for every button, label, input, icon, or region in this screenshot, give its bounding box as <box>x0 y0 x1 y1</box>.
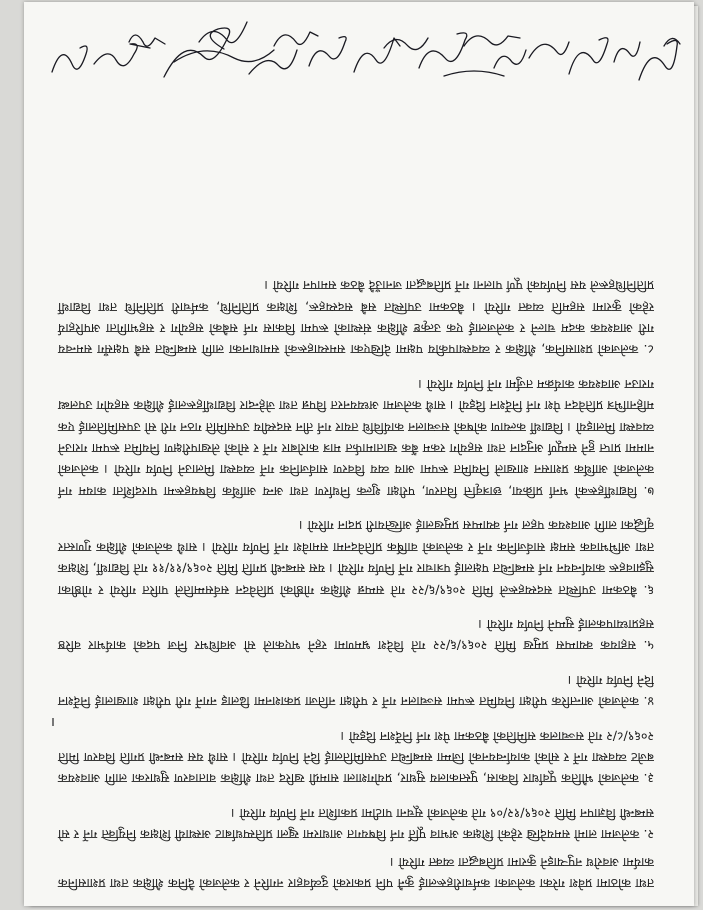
paragraph-2: २. कलेजमा लामो समयदेखि रहेको शिक्षक अभाव पूर्ति गर्न विषयगत आधारमा खुला प्रतिस्पर्धाबाट अस्थायी शिक्षक नियुक्ति गर्ने र सो सम्बन्धी विज्ञापन मिति २०६९/१२/०९ गते कलेजको सूचना पाटीमा प्रकाशित गर्ने निर्णय गरियो । <box>58 805 654 843</box>
paragraph-5: ५. सहायक क्याम्पस प्रमुख मिति २०६९/६/२२ गते विदेश भ्रमणमा रहने भएकाले सो अवधिभर निज पदको कार्यभार वरिष्ठ सहप्राध्यापकलाई सुम्पने निर्णय गरियो । <box>58 616 654 654</box>
signature-2 <box>94 44 150 66</box>
paragraph-6: ६. बैठकमा उपस्थित सदस्यहरूले मिति २०६९/६/२२ गते सम्पन्न शैक्षिक गोष्ठीको प्रतिवेदन सर्वसम्मतिले पारित गरियो र गोष्ठीका सुझावहरू कार्यान्वयन गर्न सम्बन्धित पक्षलाई पत्राचार गर्ने निर्णय गरियो । यस सम्बन्धी प्रगति मिति २०६९/११/११ गते विद्यार्थी, शिक्षक तथा अभिभावक समक्ष सार्वजनिक गर्ने र कलेजको वार्षिक प्रतिवेदनमा समावेश गर्ने निर्णय गरियो । साथै कलेजको शैक्षिक गुणस्तर वृद्धिका लागि आवश्यक पहल गर्न क्याम्पस प्रमुखलाई अख्तियारी प्रदान गरियो । <box>58 518 654 598</box>
signature-11 <box>419 33 467 68</box>
signature-5 <box>199 22 247 43</box>
signature-7 <box>274 32 318 46</box>
paragraph-3: ३. कलेजको भौतिक पूर्वाधार विकास, पुस्तकालय सुधार, प्रयोगशाला सामग्री खरिद तथा शैक्षिक वातावरण सुधारका लागि आवश्यक बजेट व्यवस्था गर्ने र सोको कार्यान्वयनको जिम्मा सम्बन्धित उपसमितिलाई दिने निर्णय गरियो । साथै यस सम्बन्धी प्रगति विवरण मिति २०६९/८/२ गते सञ्चालक समितिको बैठकमा पेश गर्न निर्देशन दिइयो । <box>58 728 654 787</box>
document-page <box>24 2 694 906</box>
document-body <box>58 262 654 894</box>
signature-row <box>24 2 694 92</box>
signature-15 <box>569 38 608 74</box>
signature-16 <box>614 42 640 62</box>
upside-down-content <box>24 2 694 906</box>
signature-1 <box>52 46 87 72</box>
signature-14 <box>529 42 569 58</box>
signature-6 <box>249 50 297 74</box>
signature-flourish-1 <box>174 50 274 62</box>
signatures-drawing <box>24 2 694 97</box>
signature-17 <box>639 40 677 80</box>
signature-13 <box>494 50 526 68</box>
signature-flourish-2 <box>444 71 504 76</box>
paragraph-7: ७. विद्यार्थीहरूको भर्ना प्रक्रिया, छात्रवृत्ति वितरण, परीक्षा शुल्क निर्धारण तथा अन्य आर्थिक विषयहरूमा पारदर्शिता कायम गर्न कलेजको आर्थिक प्रशासन शाखाले नियमित रूपमा आय व्यय विवरण सार्वजनिक गर्ने व्यवस्था मिलाउने निर्णय गरियो । कलेजको नाममा प्राप्त हुने सम्पूर्ण अनुदान तथा सहयोग रकम बैंक खातामार्फत मात्र कारोबार गर्ने र सोको लेखापरीक्षण नियमित रूपमा गराउने व्यवस्था मिलाइयो । विद्यार्थी कल्याण कोषको सञ्चालन कार्यविधि तयार गर्न तीन सदस्यीय उपसमिति गठन गरी सो उपसमितिलाई एक महिनाभित्र प्रतिवेदन पेश गर्न निर्देशन दिइयो । साथै कलेजमा अध्ययनरत विपन्न तथा जेहेन्दार विद्यार्थीहरूलाई शैक्षिक सहयोग उपलब्ध गराउन आवश्यक कार्यक्रम तर्जुमा गर्ने निर्णय गरियो । <box>58 376 654 499</box>
paragraph-4: ४. कलेजको आन्तरिक परीक्षा नियमित रूपमा सञ्चालन गर्ने र परीक्षा नतिजा प्रकाशनमा ढिलाइ नगर्ने गरी परीक्षा शाखालाई निर्देशन दिने निर्णय गरियो । <box>58 672 654 710</box>
signature-9 <box>354 38 400 72</box>
paragraph-1: तथा कोठामा प्रवेश गरेका कलेजका कर्मचारीहरूलाई कुनै पनि प्रकारको दुर्व्यवहार नगरिने र कलेजको दैनिक शैक्षिक तथा प्रशासनिक कार्यमा अवरोध नपुऱ्याइने कुरामा प्रतिबद्धता व्यक्त गरियो । <box>58 854 654 891</box>
paragraph-8: ८. कलेजको प्रशासनिक, शैक्षिक र व्यवस्थापकीय पक्षमा देखिएका समस्याहरूको समाधानका लागि सम्बन्धित सबै पक्षसँग समन्वय गरी आवश्यक कदम चाल्ने र कलेजलाई एक उत्कृष्ट शैक्षिक संस्थाको रूपमा विकास गर्न सबैको सहयोग र सहभागिता अपरिहार्य रहेको कुरामा सहमति व्यक्त गरियो । बैठकमा उपस्थित सबै सदस्यहरू, शिक्षक प्रतिनिधि, कर्मचारी प्रतिनिधि तथा विद्यार्थी प्रतिनिधिहरूले यस निर्णयको पूर्ण पालना गर्ने प्रतिबद्धता जनाउँदै बैठक समापन गरियो । <box>58 278 654 358</box>
margin-mark <box>52 718 54 726</box>
signature-12 <box>464 36 520 46</box>
signature-8 <box>309 37 346 66</box>
